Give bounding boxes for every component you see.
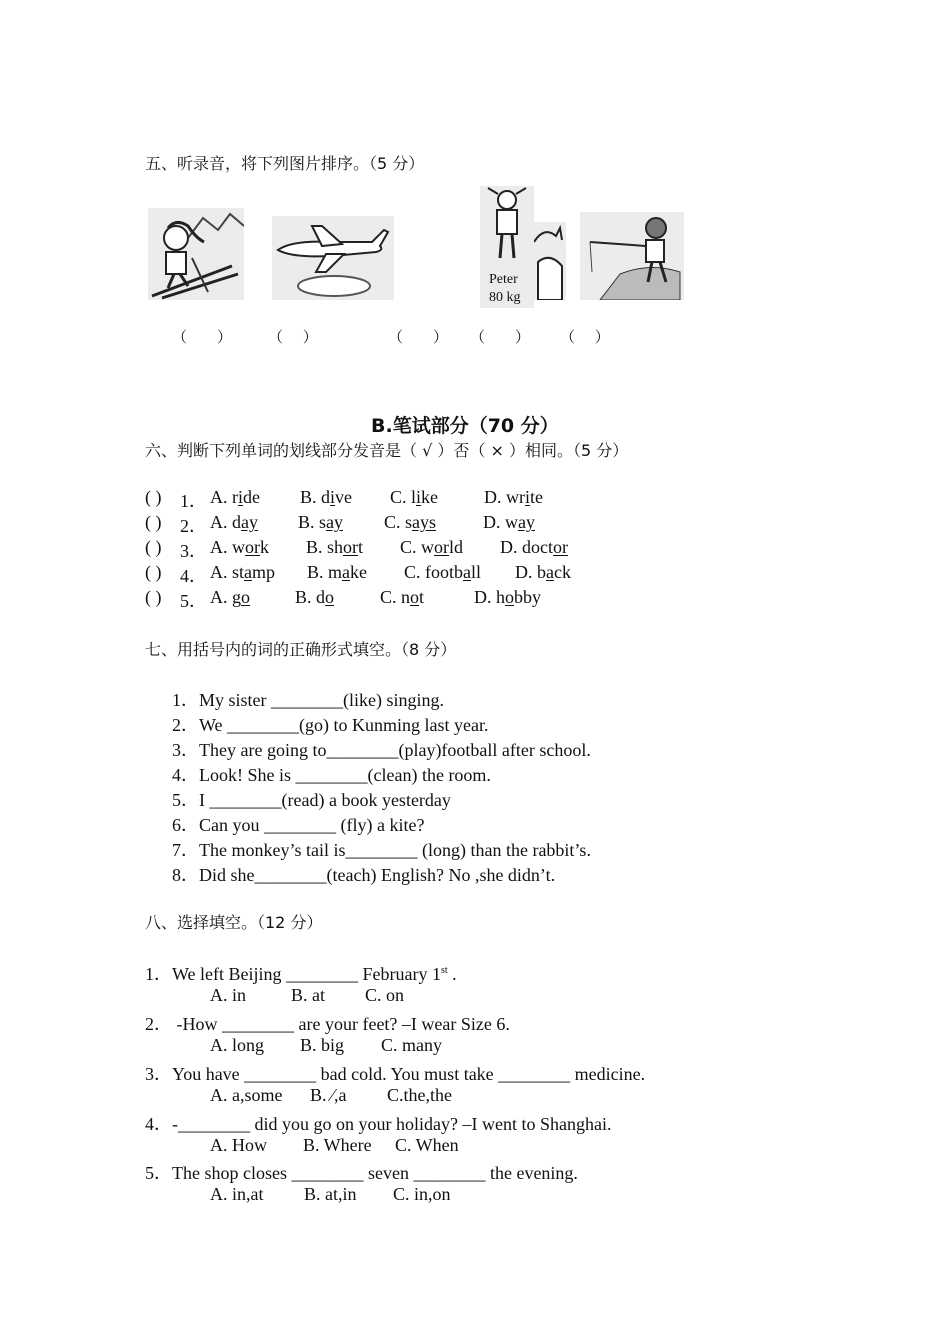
word-suffix: bby: [514, 587, 541, 607]
word-prefix: B. s: [298, 512, 327, 532]
part-b-title: B.笔试部分（70 分）: [371, 415, 559, 437]
underlined-letters: o: [505, 587, 514, 607]
word-option: [210, 512, 258, 533]
answer-paren[interactable]: ( ): [145, 512, 162, 532]
word-prefix: B. d: [295, 587, 326, 607]
section6-heading: 六、判断下列单词的划线部分发音是（ √ ）否（ × ）相同。（5 分）: [145, 441, 629, 460]
fill-blank-item-7: 7．The monkey’s tail is________ (long) than the rabbit’s.: [172, 840, 591, 860]
question-number: 3．: [180, 541, 207, 561]
fishing-boy-icon: [580, 212, 684, 300]
answer-paren-5[interactable]: （ ）: [560, 328, 610, 346]
section8-heading: 八、选择填空。（12 分）: [145, 913, 323, 932]
choice-option[interactable]: C. When: [395, 1135, 459, 1155]
word-suffix: ve: [335, 487, 353, 507]
choice-option[interactable]: C.the,the: [387, 1085, 452, 1105]
word-option: [400, 537, 463, 558]
word-prefix: D. doct: [500, 537, 553, 557]
word-prefix: C. l: [390, 487, 417, 507]
choice-option[interactable]: A. long: [210, 1035, 264, 1055]
picture-caption-weight: 80 kg: [489, 290, 521, 305]
question-1-superscript: st: [441, 965, 448, 976]
word-prefix: A. g: [210, 587, 241, 607]
word-suffix: t: [358, 537, 364, 557]
choice-question-1: [145, 960, 457, 986]
answer-paren-4[interactable]: （ ）: [470, 328, 531, 346]
word-option: [210, 562, 275, 583]
word-suffix: te: [530, 487, 544, 507]
underlined-letters: a: [244, 562, 253, 582]
word-prefix: A. r: [210, 487, 238, 507]
word-prefix: A. st: [210, 562, 245, 582]
underlined-letters: or: [553, 537, 568, 557]
choice-option[interactable]: B. ⁄,a: [310, 1085, 347, 1105]
choice-option[interactable]: C. on: [365, 985, 405, 1005]
word-suffix: ll: [471, 562, 482, 582]
underlined-letters: a: [546, 562, 554, 582]
word-suffix: ck: [554, 562, 571, 582]
fill-blank-item-6: 6．Can you ________ (fly) a kite?: [172, 815, 425, 835]
fill-blank-item-5: 5．I ________(read) a book yesterday: [172, 790, 451, 810]
choice-option[interactable]: A. in: [210, 985, 246, 1005]
fill-blank-item-4: 4．Look! She is ________(clean) the room.: [172, 765, 491, 785]
question-number: 5．: [180, 591, 207, 611]
choice-option[interactable]: C. many: [381, 1035, 442, 1055]
answer-paren[interactable]: ( ): [145, 587, 162, 607]
word-option: [515, 562, 571, 583]
answer-paren-1[interactable]: （ ）: [172, 328, 233, 346]
word-option: [390, 487, 438, 508]
answer-paren-2[interactable]: （ ）: [268, 328, 318, 346]
underlined-letters: or: [245, 537, 260, 557]
choice-question-2: 2． -How ________ are your feet? –I wear Size 6.: [145, 1014, 510, 1034]
word-suffix: mp: [252, 562, 276, 582]
choice-option[interactable]: A. How: [210, 1135, 267, 1155]
answer-paren[interactable]: ( ): [145, 537, 162, 557]
answer-paren[interactable]: ( ): [145, 562, 162, 582]
word-suffix: de: [243, 487, 261, 507]
word-suffix: ke: [350, 562, 368, 582]
fill-blank-item-8: 8．Did she________(teach) English? No ,she didn’t.: [172, 865, 556, 885]
word-option: [404, 562, 481, 583]
choice-question-4: 4．-________ did you go on your holiday? –I went to Shanghai.: [145, 1114, 612, 1134]
underlined-letters: or: [343, 537, 359, 557]
person-with-cat-icon: [534, 222, 566, 300]
word-option: [210, 587, 250, 608]
word-prefix: B. d: [300, 487, 331, 507]
question-1-end: .: [447, 964, 457, 984]
word-prefix: D. h: [474, 587, 505, 607]
word-option: [298, 512, 343, 533]
word-prefix: C. footb: [404, 562, 464, 582]
word-option: [210, 537, 269, 558]
word-option: [306, 537, 363, 558]
word-option: [295, 587, 334, 608]
word-option: [210, 487, 260, 508]
choice-question-3: 3．You have ________ bad cold. You must take ________ medicine.: [145, 1064, 646, 1084]
word-suffix: ke: [421, 487, 439, 507]
choice-option[interactable]: B. at,in: [304, 1184, 357, 1204]
choice-option[interactable]: C. in,on: [393, 1184, 451, 1204]
word-prefix: B. sh: [306, 537, 344, 557]
underlined-letters: ay: [241, 512, 258, 532]
word-option: [307, 562, 367, 583]
answer-paren-3[interactable]: （ ）: [388, 328, 449, 346]
picture-caption-name: Peter: [489, 272, 518, 287]
answer-paren[interactable]: ( ): [145, 487, 162, 507]
question-number: 4．: [180, 566, 207, 586]
underlined-letters: o: [325, 587, 335, 607]
underlined-letters: i: [330, 487, 336, 507]
exercising-man-icon: [480, 186, 534, 308]
choice-option[interactable]: B. at: [291, 985, 325, 1005]
choice-question-5: 5．The shop closes ________ seven ________ the evening.: [145, 1163, 578, 1183]
skier-girl-icon: [148, 208, 244, 300]
underlined-letters: ays: [412, 512, 437, 532]
word-option: [300, 487, 352, 508]
word-suffix: k: [260, 537, 269, 557]
underlined-letters: a: [463, 562, 472, 582]
underlined-letters: a: [342, 562, 351, 582]
word-prefix: D. w: [483, 512, 518, 532]
word-prefix: C. n: [380, 587, 411, 607]
word-suffix: ld: [449, 537, 464, 557]
choice-option[interactable]: A. in,at: [210, 1184, 264, 1204]
word-prefix: A. w: [210, 537, 245, 557]
choice-option[interactable]: A. a,some: [210, 1085, 283, 1105]
underlined-letters: o: [241, 587, 250, 607]
airplane-icon: [272, 216, 394, 300]
fill-blank-item-2: 2．We ________(go) to Kunming last year.: [172, 715, 489, 735]
underlined-letters: i: [238, 487, 244, 507]
underlined-letters: i: [525, 487, 531, 507]
underlined-letters: i: [416, 487, 422, 507]
section5-heading: 五、听录音，将下列图片排序。（5 分）: [145, 154, 425, 173]
word-prefix: D. b: [515, 562, 546, 582]
word-prefix: D. wr: [484, 487, 525, 507]
word-option: [484, 487, 543, 508]
underlined-letters: or: [434, 537, 450, 557]
fill-blank-item-1: 1．My sister ________(like) singing.: [172, 690, 444, 710]
question-number: 1．: [180, 491, 207, 511]
word-prefix: C. w: [400, 537, 435, 557]
question-1-text: 1．We left Beijing ________ February 1: [145, 964, 441, 984]
word-option: [474, 587, 541, 608]
question-number: 2．: [180, 516, 207, 536]
word-option: [384, 512, 436, 533]
word-prefix: C. s: [384, 512, 413, 532]
word-option: [380, 587, 424, 608]
underlined-letters: ay: [326, 512, 344, 532]
fill-blank-item-3: 3．They are going to________(play)football after school.: [172, 740, 591, 760]
word-option: [483, 512, 535, 533]
word-prefix: B. m: [307, 562, 343, 582]
word-prefix: A. d: [210, 512, 241, 532]
underlined-letters: o: [410, 587, 420, 607]
choice-option[interactable]: B. big: [300, 1035, 345, 1055]
underlined-letters: ay: [518, 512, 535, 532]
word-option: [500, 537, 568, 558]
word-suffix: t: [419, 587, 425, 607]
section7-heading: 七、用括号内的词的正确形式填空。（8 分）: [145, 640, 457, 659]
choice-option[interactable]: B. Where: [303, 1135, 372, 1155]
